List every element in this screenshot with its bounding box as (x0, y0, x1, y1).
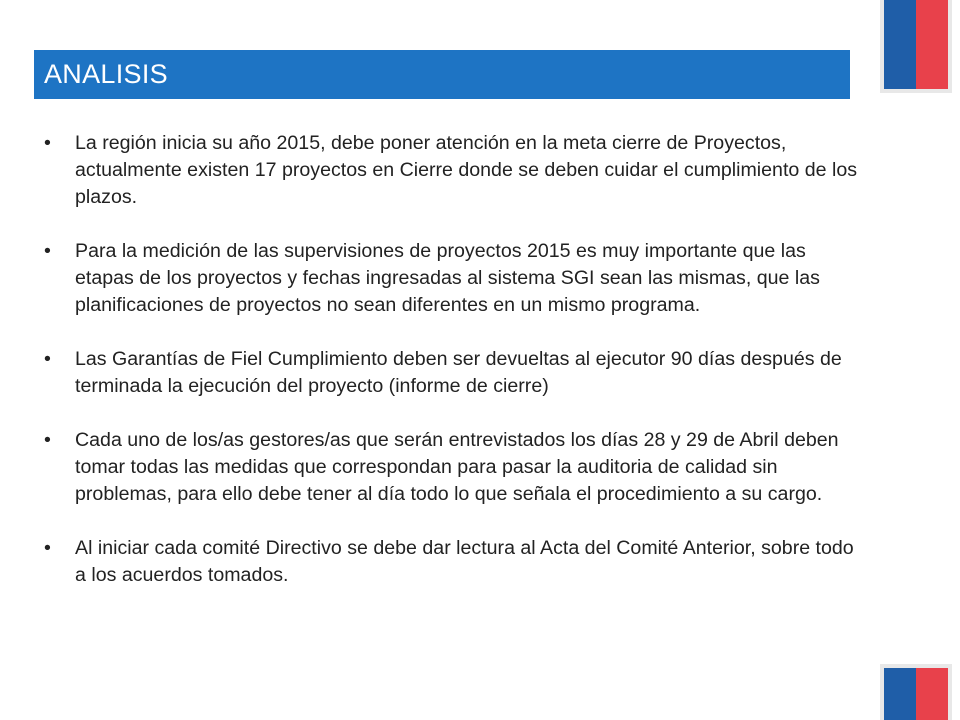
bullet-list (44, 130, 864, 616)
bullet-item (44, 346, 864, 400)
bullet-item (44, 238, 864, 319)
bullet-item (44, 130, 864, 211)
bullet-icon: • (44, 348, 51, 370)
bullet-icon: • (44, 537, 51, 559)
bullet-text: Las Garantías de Fiel Cumplimiento deben ser devueltas al ejecutor 90 días después de terminada la ejecución del proyecto (informe de cierre) (75, 348, 842, 397)
flag-blue-stripe (884, 668, 916, 720)
flag-decoration-top (884, 0, 948, 89)
flag-red-stripe (916, 0, 948, 89)
flag-decoration-bottom (884, 668, 948, 720)
bullet-item (44, 427, 864, 508)
bullet-text: Cada uno de los/as gestores/as que serán entrevistados los días 28 y 29 de Abril deben tomar todas las medidas que correspondan para pasar la auditoria de calidad sin problemas, para ello debe tener al día todo lo que señala el procedimiento a su cargo. (75, 429, 839, 505)
bullet-text: Para la medición de las supervisiones de proyectos 2015 es muy importante que las etapas de los proyectos y fechas ingresadas al sistema SGI sean las mismas, que las planificaciones de proyectos no sean diferentes en un mismo programa. (75, 240, 820, 316)
bullet-text: La región inicia su año 2015, debe poner atención en la meta cierre de Proyectos, actualmente existen 17 proyectos en Cierre donde se deben cuidar el cumplimiento de los plazos. (75, 132, 858, 208)
bullet-icon: • (44, 132, 51, 154)
bullet-icon: • (44, 240, 51, 262)
flag-blue-stripe (884, 0, 916, 89)
title-bar (34, 50, 850, 99)
bullet-item (44, 535, 864, 589)
page-title: ANALISIS (44, 59, 168, 89)
bullet-icon: • (44, 429, 51, 451)
bullet-text: Al iniciar cada comité Directivo se debe dar lectura al Acta del Comité Anterior, sobre todo a los acuerdos tomados. (75, 537, 854, 586)
flag-red-stripe (916, 668, 948, 720)
